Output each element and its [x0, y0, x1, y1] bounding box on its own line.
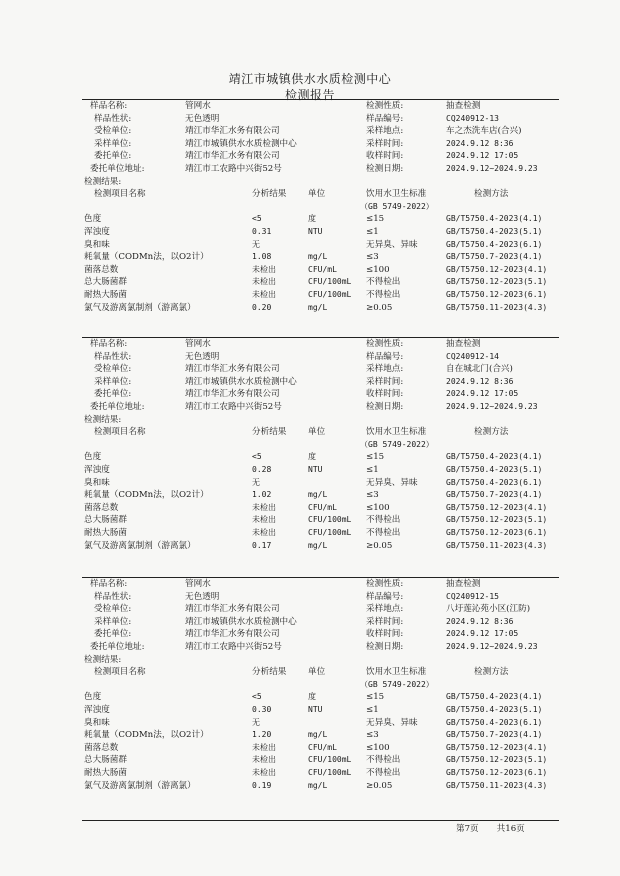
info-row [82, 150, 559, 163]
field-label-sampler: 采样单位: [94, 616, 132, 627]
row-unit: 度 [308, 452, 316, 462]
row-unit: CFU/100mL [308, 515, 352, 525]
column-header-standard: 饮用水卫生标准 [366, 427, 427, 438]
row-unit: 度 [308, 692, 316, 702]
field-value-sample-no: CQ240912-15 [446, 591, 499, 601]
column-header-unit: 单位 [308, 667, 326, 678]
row-unit: mg/L [308, 730, 328, 740]
field-value-sampling-time: 2024.9.12 8:36 [446, 376, 514, 386]
row-method: GB/T5750.4-2023(5.1) [446, 226, 543, 236]
results-heading: 检测结果: [84, 414, 122, 425]
page-footer [456, 822, 543, 834]
column-header-sub-row [82, 679, 559, 692]
row-unit: mg/L [308, 780, 328, 790]
row-unit: 度 [308, 214, 316, 224]
column-header-item: 检测项目名称 [94, 189, 146, 200]
field-label-sample-no: 样品编号: [366, 351, 404, 362]
field-value-sampler: 靖江市城镇供水水质检测中心 [185, 616, 297, 627]
table-row [82, 717, 559, 730]
row-result: 1.02 [252, 490, 272, 500]
info-row [82, 628, 559, 641]
row-method: GB/T5750.12-2023(5.1) [446, 277, 548, 287]
column-header-result: 分析结果 [252, 189, 287, 200]
row-unit: CFU/100mL [308, 277, 352, 287]
table-row [82, 289, 559, 302]
table-row [82, 477, 559, 490]
column-header-method: 检测方法 [474, 667, 509, 678]
field-value-sampling-site: 八圩莲沁苑小区(江防) [446, 604, 531, 615]
field-value-commissioner-addr: 靖江市工农路中兴街52号 [185, 163, 282, 174]
row-item-name: 浑浊度 [84, 464, 110, 475]
row-unit: CFU/100mL [308, 289, 352, 299]
row-standard: ≤100 [366, 264, 390, 275]
row-unit: mg/L [308, 302, 328, 312]
row-item-name: 耐热大肠菌 [84, 527, 127, 538]
field-label-sampling-time: 采样时间: [366, 616, 404, 627]
report-section [82, 100, 559, 314]
row-standard: ≥0.05 [366, 540, 393, 551]
field-value-test-date: 2024.9.12~2024.9.23 [446, 163, 538, 173]
row-result: 未检出 [252, 755, 276, 765]
row-item-name: 臭和味 [84, 717, 110, 728]
field-label-receive-time: 收样时间: [366, 151, 404, 162]
row-standard: ≤1 [366, 226, 379, 237]
row-method: GB/T5750.7-2023(4.1) [446, 730, 543, 740]
row-item-name: 耗氧量（CODMn法，以O2计） [84, 490, 209, 501]
field-label-sample-no: 样品编号: [366, 113, 404, 124]
table-row [82, 239, 559, 252]
row-unit: NTU [308, 226, 323, 236]
info-row [82, 351, 559, 364]
field-label-sample-state: 样品性状: [94, 591, 132, 602]
row-method: GB/T5750.4-2023(6.1) [446, 477, 543, 487]
table-row [82, 540, 559, 553]
row-standard: 无异臭、异味 [366, 717, 418, 728]
field-label-client: 受检单位: [94, 126, 132, 137]
row-method: GB/T5750.4-2023(5.1) [446, 704, 543, 714]
field-label-receive-time: 收样时间: [366, 629, 404, 640]
field-label-sample-name: 样品名称: [90, 101, 128, 111]
field-label-commissioner: 委托单位: [94, 629, 132, 640]
row-standard: 不得检出 [366, 527, 401, 538]
field-value-test-date: 2024.9.12~2024.9.23 [446, 401, 538, 411]
table-row [82, 302, 559, 315]
row-standard: 不得检出 [366, 767, 401, 778]
row-item-name: 色度 [84, 692, 102, 703]
column-header-method: 检测方法 [474, 427, 509, 438]
row-item-name: 色度 [84, 214, 102, 225]
field-label-client: 受检单位: [94, 364, 132, 375]
info-row [82, 401, 559, 414]
row-standard: 不得检出 [366, 277, 401, 288]
field-value-sample-nature: 抽查检测 [446, 579, 481, 589]
row-result: 0.17 [252, 540, 272, 550]
field-label-test-date: 检测日期: [366, 163, 404, 174]
field-value-sampling-site: 车之杰洗车店(合兴) [446, 126, 522, 137]
field-value-sampling-time: 2024.9.12 8:36 [446, 138, 514, 148]
row-item-name: 总大肠菌群 [84, 515, 127, 526]
field-value-test-date: 2024.9.12~2024.9.23 [446, 641, 538, 651]
table-row [82, 264, 559, 277]
row-result: 未检出 [252, 767, 276, 777]
field-value-sample-state: 无色透明 [185, 591, 220, 602]
column-header-unit: 单位 [308, 427, 326, 438]
row-result: 1.08 [252, 252, 272, 262]
row-unit: CFU/100mL [308, 767, 352, 777]
field-value-sampler: 靖江市城镇供水水质检测中心 [185, 138, 297, 149]
field-label-sampler: 采样单位: [94, 138, 132, 149]
row-item-name: 菌落总数 [84, 264, 119, 275]
field-label-sample-nature: 检测性质: [366, 579, 404, 589]
row-result: <5 [252, 452, 262, 462]
column-header-row [82, 188, 559, 201]
info-row [82, 388, 559, 401]
row-unit: CFU/100mL [308, 527, 352, 537]
results-label-row [82, 414, 559, 427]
row-method: GB/T5750.4-2023(4.1) [446, 214, 543, 224]
row-unit: mg/L [308, 490, 328, 500]
table-row [82, 502, 559, 515]
column-header-standard-sub: （GB 5749-2022） [360, 679, 434, 689]
row-standard: 不得检出 [366, 289, 401, 300]
row-standard: ≤15 [366, 214, 385, 225]
row-method: GB/T5750.4-2023(5.1) [446, 464, 543, 474]
column-header-sub-row [82, 201, 559, 214]
table-row [82, 514, 559, 527]
info-row [82, 591, 559, 604]
field-label-sample-state: 样品性状: [94, 351, 132, 362]
field-label-receive-time: 收样时间: [366, 389, 404, 400]
field-value-receive-time: 2024.9.12 17:05 [446, 629, 519, 639]
row-item-name: 菌落总数 [84, 742, 119, 753]
row-result: 无 [252, 717, 260, 727]
column-header-row [82, 666, 559, 679]
row-method: GB/T5750.12-2023(4.1) [446, 502, 548, 512]
field-value-sampling-site: 自在城北门(合兴) [446, 364, 513, 375]
field-label-sample-state: 样品性状: [94, 113, 132, 124]
table-row [82, 691, 559, 704]
row-item-name: 耗氧量（CODMn法，以O2计） [84, 252, 209, 263]
row-standard: ≤15 [366, 452, 385, 463]
row-unit: mg/L [308, 252, 328, 262]
row-result: 0.30 [252, 704, 272, 714]
field-value-sample-state: 无色透明 [185, 351, 220, 362]
field-value-commissioner: 靖江市华汇水务有限公司 [185, 151, 280, 162]
field-label-sampling-time: 采样时间: [366, 138, 404, 149]
field-label-sampling-site: 采样地点: [366, 364, 404, 375]
table-row [82, 704, 559, 717]
field-value-sample-name: 管网水 [185, 101, 211, 111]
row-unit: CFU/mL [308, 502, 337, 512]
results-heading: 检测结果: [84, 654, 122, 665]
field-label-test-date: 检测日期: [366, 401, 404, 412]
column-header-item: 检测项目名称 [94, 667, 146, 678]
column-header-item: 检测项目名称 [94, 427, 146, 438]
row-method: GB/T5750.12-2023(4.1) [446, 742, 548, 752]
row-item-name: 臭和味 [84, 477, 110, 488]
row-standard: ≤1 [366, 704, 379, 715]
field-value-sample-name: 管网水 [185, 579, 211, 589]
field-value-commissioner-addr: 靖江市工农路中兴街52号 [185, 641, 282, 652]
field-label-client: 受检单位: [94, 604, 132, 615]
field-value-sample-nature: 抽查检测 [446, 101, 481, 111]
info-row [82, 138, 559, 151]
row-method: GB/T5750.7-2023(4.1) [446, 490, 543, 500]
column-header-standard: 饮用水卫生标准 [366, 667, 427, 678]
row-result: <5 [252, 214, 262, 224]
table-row [82, 489, 559, 502]
row-result: 0.28 [252, 464, 272, 474]
row-method: GB/T5750.7-2023(4.1) [446, 252, 543, 262]
field-label-commissioner-addr: 委托单位地址: [90, 163, 145, 174]
row-method: GB/T5750.12-2023(4.1) [446, 264, 548, 274]
row-item-name: 浑浊度 [84, 704, 110, 715]
column-header-result: 分析结果 [252, 427, 287, 438]
row-standard: 不得检出 [366, 515, 401, 526]
row-standard: 不得检出 [366, 755, 401, 766]
field-label-commissioner: 委托单位: [94, 151, 132, 162]
row-method: GB/T5750.12-2023(6.1) [446, 289, 548, 299]
row-method: GB/T5750.12-2023(6.1) [446, 527, 548, 537]
center-name-title: 靖江市城镇供水水质检测中心 [228, 72, 392, 86]
field-value-sampler: 靖江市城镇供水水质检测中心 [185, 376, 297, 387]
table-row [82, 729, 559, 742]
report-title: 检测报告 [284, 88, 335, 102]
table-row [82, 742, 559, 755]
row-standard: ≤15 [366, 692, 385, 703]
row-unit: CFU/100mL [308, 755, 352, 765]
row-item-name: 氯气及游离氯制剂（游离氯） [84, 302, 196, 313]
row-item-name: 总大肠菌群 [84, 277, 127, 288]
column-header-standard: 饮用水卫生标准 [366, 189, 427, 200]
report-section [82, 578, 559, 792]
row-method: GB/T5750.4-2023(4.1) [446, 452, 543, 462]
row-item-name: 氯气及游离氯制剂（游离氯） [84, 780, 196, 791]
row-item-name: 浑浊度 [84, 226, 110, 237]
info-row [82, 363, 559, 376]
field-label-sample-nature: 检测性质: [366, 339, 404, 349]
row-unit: CFU/mL [308, 264, 337, 274]
row-standard: ≤100 [366, 502, 390, 513]
row-item-name: 总大肠菌群 [84, 755, 127, 766]
table-row [82, 276, 559, 289]
table-row [82, 754, 559, 767]
info-row [82, 578, 559, 591]
results-label-row [82, 654, 559, 667]
field-value-sample-no: CQ240912-14 [446, 351, 499, 361]
field-label-sampling-site: 采样地点: [366, 126, 404, 137]
table-row [82, 464, 559, 477]
row-item-name: 耗氧量（CODMn法，以O2计） [84, 730, 209, 741]
report-section [82, 338, 559, 552]
row-result: 未检出 [252, 277, 276, 287]
field-label-sample-name: 样品名称: [90, 339, 128, 349]
field-label-sample-nature: 检测性质: [366, 101, 404, 111]
row-method: GB/T5750.4-2023(4.1) [446, 692, 543, 702]
row-standard: ≤3 [366, 252, 379, 263]
info-row [82, 100, 559, 113]
field-label-test-date: 检测日期: [366, 641, 404, 652]
table-row [82, 213, 559, 226]
table-row [82, 226, 559, 239]
column-header-standard-sub: （GB 5749-2022） [360, 201, 434, 211]
row-standard: ≥0.05 [366, 302, 393, 313]
field-label-sample-no: 样品编号: [366, 591, 404, 602]
field-value-client: 靖江市华汇水务有限公司 [185, 126, 280, 137]
row-method: GB/T5750.11-2023(4.3) [446, 302, 548, 312]
row-standard: ≤100 [366, 742, 390, 753]
table-row [82, 780, 559, 793]
row-item-name: 耐热大肠菌 [84, 289, 127, 300]
column-header-unit: 单位 [308, 189, 326, 200]
field-value-sample-state: 无色透明 [185, 113, 220, 124]
field-label-sampling-site: 采样地点: [366, 604, 404, 615]
row-result: <5 [252, 692, 262, 702]
field-value-commissioner: 靖江市华汇水务有限公司 [185, 389, 280, 400]
row-unit: CFU/mL [308, 742, 337, 752]
row-method: GB/T5750.12-2023(6.1) [446, 767, 548, 777]
results-label-row [82, 176, 559, 189]
row-result: 未检出 [252, 527, 276, 537]
table-row [82, 451, 559, 464]
field-label-commissioner-addr: 委托单位地址: [90, 641, 145, 652]
row-item-name: 臭和味 [84, 239, 110, 250]
row-standard: ≥0.05 [366, 780, 393, 791]
page-number: 第7页 [456, 824, 479, 834]
row-result: 未检出 [252, 742, 276, 752]
field-value-commissioner: 靖江市华汇水务有限公司 [185, 629, 280, 640]
field-label-commissioner: 委托单位: [94, 389, 132, 400]
column-header-sub-row [82, 439, 559, 452]
row-standard: 无异臭、异味 [366, 477, 418, 488]
row-method: GB/T5750.12-2023(5.1) [446, 755, 548, 765]
field-value-sample-nature: 抽查检测 [446, 339, 481, 349]
info-row [82, 603, 559, 616]
row-item-name: 耐热大肠菌 [84, 767, 127, 778]
info-row [82, 641, 559, 654]
page-total: 共16页 [496, 824, 525, 834]
row-standard: ≤3 [366, 490, 379, 501]
row-item-name: 菌落总数 [84, 502, 119, 513]
row-method: GB/T5750.11-2023(4.3) [446, 780, 548, 790]
row-unit: mg/L [308, 540, 328, 550]
row-standard: ≤1 [366, 464, 379, 475]
row-result: 无 [252, 239, 260, 249]
row-method: GB/T5750.12-2023(5.1) [446, 515, 548, 525]
column-header-result: 分析结果 [252, 667, 287, 678]
table-row [82, 767, 559, 780]
field-value-client: 靖江市华汇水务有限公司 [185, 364, 280, 375]
field-value-client: 靖江市华汇水务有限公司 [185, 604, 280, 615]
row-method: GB/T5750.4-2023(6.1) [446, 239, 543, 249]
column-header-row [82, 426, 559, 439]
row-result: 1.20 [252, 730, 272, 740]
field-value-sample-no: CQ240912-13 [446, 113, 499, 123]
info-row [82, 616, 559, 629]
row-result: 0.19 [252, 780, 272, 790]
row-unit: NTU [308, 704, 323, 714]
row-result: 0.20 [252, 302, 272, 312]
row-method: GB/T5750.4-2023(6.1) [446, 717, 543, 727]
info-row [82, 113, 559, 126]
field-label-sampling-time: 采样时间: [366, 376, 404, 387]
row-result: 未检出 [252, 515, 276, 525]
row-standard: 无异臭、异味 [366, 239, 418, 250]
row-result: 未检出 [252, 289, 276, 299]
info-row [82, 376, 559, 389]
separator-line [82, 820, 559, 821]
row-result: 无 [252, 477, 260, 487]
column-header-method: 检测方法 [474, 189, 509, 200]
row-standard: ≤3 [366, 730, 379, 741]
field-label-sample-name: 样品名称: [90, 579, 128, 589]
field-value-commissioner-addr: 靖江市工农路中兴街52号 [185, 401, 282, 412]
row-method: GB/T5750.11-2023(4.3) [446, 540, 548, 550]
field-value-receive-time: 2024.9.12 17:05 [446, 389, 519, 399]
field-value-receive-time: 2024.9.12 17:05 [446, 151, 519, 161]
row-result: 未检出 [252, 264, 276, 274]
field-value-sampling-time: 2024.9.12 8:36 [446, 616, 514, 626]
info-row [82, 125, 559, 138]
row-result: 未检出 [252, 502, 276, 512]
info-row [82, 163, 559, 176]
row-item-name: 色度 [84, 452, 102, 463]
results-heading: 检测结果: [84, 176, 122, 187]
field-label-sampler: 采样单位: [94, 376, 132, 387]
table-row [82, 527, 559, 540]
column-header-standard-sub: （GB 5749-2022） [360, 439, 434, 449]
table-row [82, 251, 559, 264]
row-unit: NTU [308, 464, 323, 474]
row-item-name: 氯气及游离氯制剂（游离氯） [84, 540, 196, 551]
field-label-commissioner-addr: 委托单位地址: [90, 401, 145, 412]
field-value-sample-name: 管网水 [185, 339, 211, 349]
info-row [82, 338, 559, 351]
row-result: 0.31 [252, 226, 272, 236]
